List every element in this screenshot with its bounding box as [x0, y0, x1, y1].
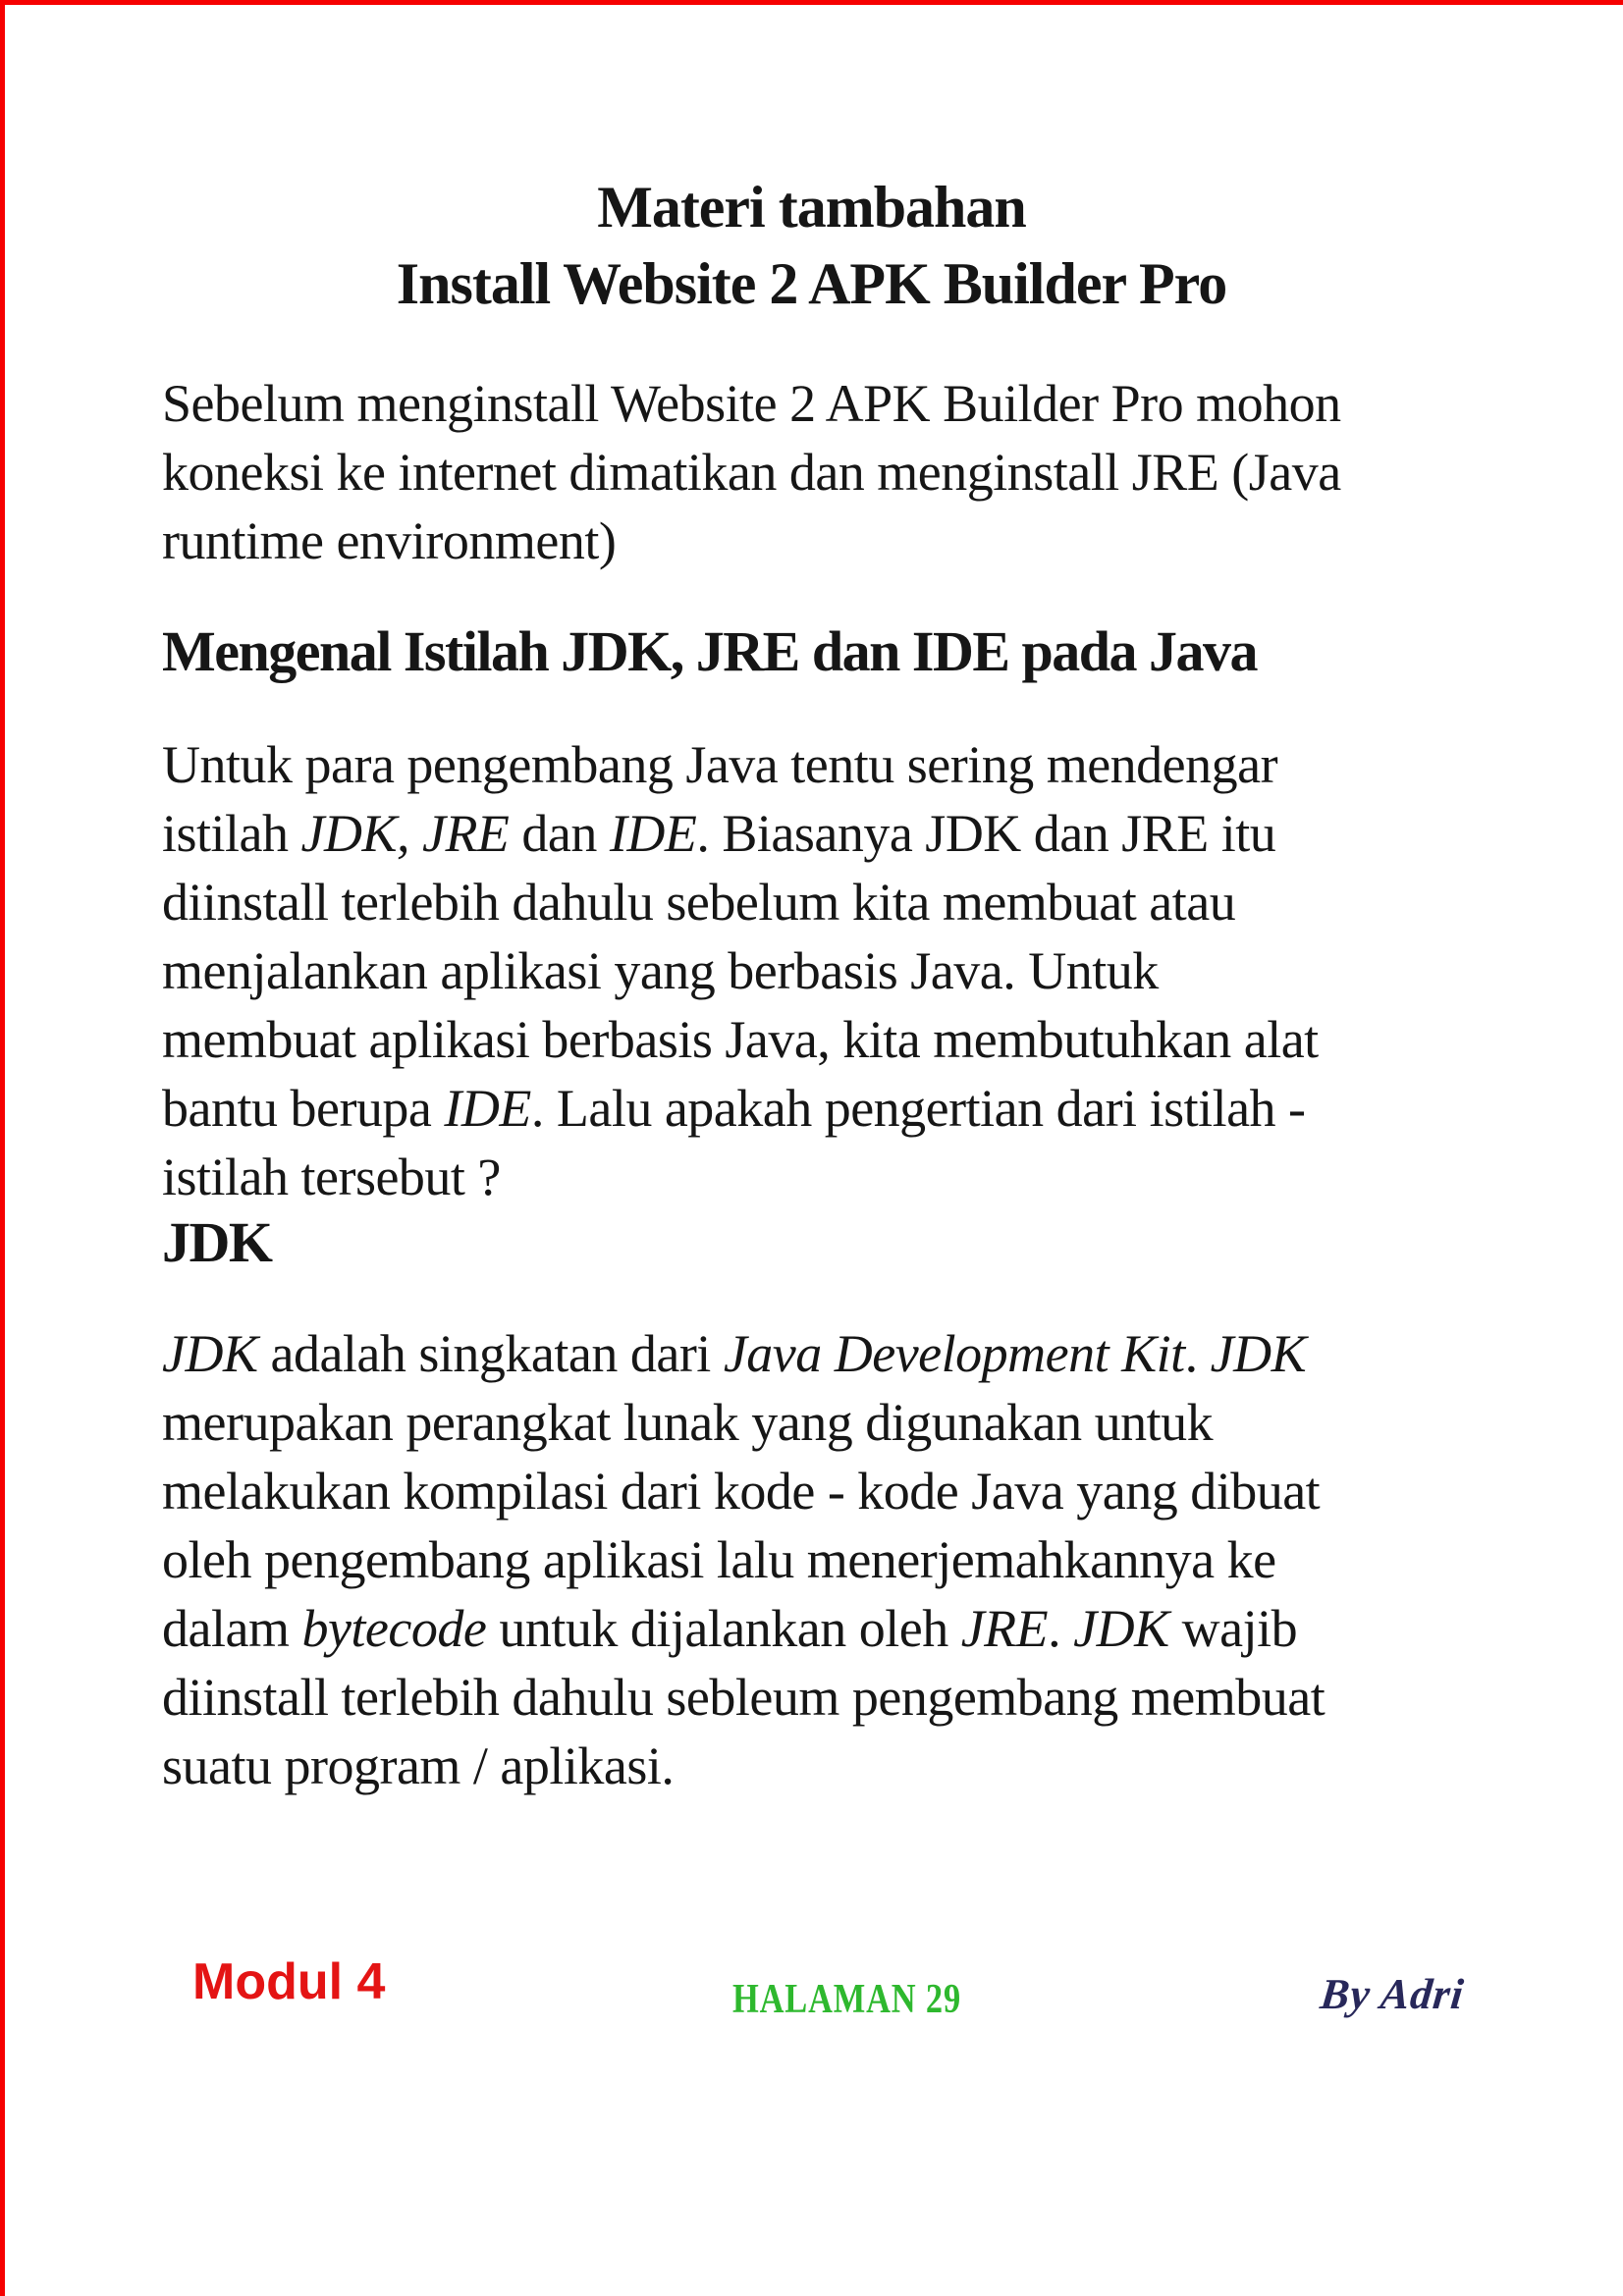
heading-jdk	[162, 1208, 1556, 1277]
text-line: istilah JDK, JRE dan IDE. Biasanya JDK dan JRE itu	[162, 804, 1276, 863]
intro-paragraph	[162, 369, 1556, 575]
text-line: Sebelum menginstall Website 2 APK Builder Pro mohon	[162, 374, 1341, 433]
text-line: dalam bytecode untuk dijalankan oleh JRE. JDK wajib	[162, 1599, 1298, 1658]
text-line: menjalankan aplikasi yang berbasis Java. Untuk	[162, 941, 1159, 1000]
text-line: Untuk para pengembang Java tentu sering mendengar	[162, 735, 1278, 794]
text-line: istilah tersebut ?	[162, 1148, 501, 1206]
text-line: suatu program / aplikasi.	[162, 1736, 675, 1795]
footer-byline: By Adri	[1318, 1970, 1467, 2018]
text-line: JDK adalah singkatan dari Java Development Kit. JDK	[162, 1324, 1307, 1383]
text-line: membuat aplikasi berbasis Java, kita membutuhkan alat	[162, 1010, 1319, 1069]
text-line: runtime environment)	[162, 511, 617, 570]
text-line: diinstall terlebih dahulu sebelum kita membuat atau	[162, 873, 1236, 932]
title-line-2: Install Website 2 APK Builder Pro	[396, 251, 1227, 316]
text-line: melakukan kompilasi dari kode - kode Java yang dibuat	[162, 1462, 1321, 1521]
paragraph-istilah	[162, 730, 1556, 1211]
text-line: koneksi ke internet dimatikan dan menginstall JRE (Java	[162, 443, 1341, 502]
paragraph-jdk	[162, 1319, 1556, 1800]
text-line: merupakan perangkat lunak yang digunakan untuk	[162, 1393, 1214, 1452]
heading-mengenal-istilah	[162, 617, 1556, 686]
footer-module-label: Modul 4	[192, 1953, 386, 2010]
text-line: bantu berupa IDE. Lalu apakah pengertian dari istilah -	[162, 1079, 1306, 1138]
red-edge-line-top	[0, 0, 1623, 5]
red-edge-line-left	[0, 0, 5, 2296]
text-line: diinstall terlebih dahulu sebleum pengembang membuat	[162, 1668, 1325, 1727]
document-title	[0, 169, 1623, 322]
title-line-1: Materi tambahan	[597, 175, 1026, 240]
footer-page-number: HALAMAN 29	[732, 1977, 962, 2022]
text-line: oleh pengembang aplikasi lalu menerjemahkannya ke	[162, 1530, 1276, 1589]
text-line: JDK	[162, 1210, 272, 1274]
text-line: Mengenal Istilah JDK, JRE dan IDE pada Java	[162, 619, 1258, 683]
